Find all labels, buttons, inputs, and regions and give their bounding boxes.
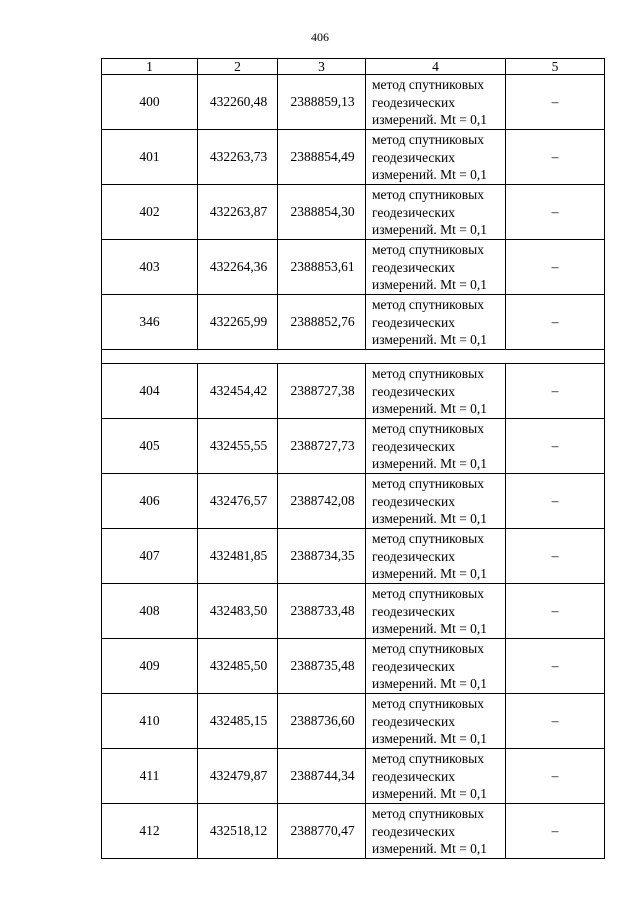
point-number-cell: 410 (102, 694, 198, 749)
column-header-1: 1 (102, 59, 198, 75)
table-row (102, 584, 605, 639)
note-cell: – (506, 295, 605, 350)
note-cell: – (506, 364, 605, 419)
table-row (102, 185, 605, 240)
point-number-cell: 404 (102, 364, 198, 419)
x-coordinate-cell: 432455,55 (198, 419, 278, 474)
table-row (102, 419, 605, 474)
point-number-cell: 402 (102, 185, 198, 240)
table-row (102, 75, 605, 130)
table-row (102, 295, 605, 350)
y-coordinate-cell: 2388744,34 (278, 749, 366, 804)
page-number: 406 (311, 30, 329, 44)
table-row (102, 694, 605, 749)
point-number-cell: 405 (102, 419, 198, 474)
note-cell: – (506, 419, 605, 474)
point-number-cell: 408 (102, 584, 198, 639)
method-cell: метод спутниковых геодезических измерений. Mt = 0,1 (366, 639, 506, 694)
point-number-cell: 406 (102, 474, 198, 529)
group-separator-row (102, 350, 605, 364)
method-cell: метод спутниковых геодезических измерений. Mt = 0,1 (366, 529, 506, 584)
x-coordinate-cell: 432479,87 (198, 749, 278, 804)
x-coordinate-cell: 432481,85 (198, 529, 278, 584)
y-coordinate-cell: 2388735,48 (278, 639, 366, 694)
table-row (102, 130, 605, 185)
method-cell: метод спутниковых геодезических измерений. Mt = 0,1 (366, 130, 506, 185)
note-cell: – (506, 694, 605, 749)
method-cell: метод спутниковых геодезических измерений. Mt = 0,1 (366, 694, 506, 749)
y-coordinate-cell: 2388854,30 (278, 185, 366, 240)
table-row (102, 474, 605, 529)
x-coordinate-cell: 432454,42 (198, 364, 278, 419)
method-cell: метод спутниковых геодезических измерений. Mt = 0,1 (366, 295, 506, 350)
note-cell: – (506, 474, 605, 529)
x-coordinate-cell: 432264,36 (198, 240, 278, 295)
x-coordinate-cell: 432518,12 (198, 804, 278, 859)
table-row (102, 529, 605, 584)
note-cell: – (506, 75, 605, 130)
note-cell: – (506, 749, 605, 804)
x-coordinate-cell: 432485,15 (198, 694, 278, 749)
group-separator-cell (102, 350, 605, 364)
point-number-cell: 412 (102, 804, 198, 859)
y-coordinate-cell: 2388854,49 (278, 130, 366, 185)
method-cell: метод спутниковых геодезических измерений. Mt = 0,1 (366, 240, 506, 295)
column-header-2: 2 (198, 59, 278, 75)
table-row (102, 240, 605, 295)
note-cell: – (506, 185, 605, 240)
table-row (102, 639, 605, 694)
table-header-row (102, 59, 605, 75)
point-number-cell: 403 (102, 240, 198, 295)
note-cell: – (506, 804, 605, 859)
point-number-cell: 401 (102, 130, 198, 185)
point-number-cell: 409 (102, 639, 198, 694)
note-cell: – (506, 639, 605, 694)
y-coordinate-cell: 2388852,76 (278, 295, 366, 350)
y-coordinate-cell: 2388859,13 (278, 75, 366, 130)
method-cell: метод спутниковых геодезических измерений. Mt = 0,1 (366, 364, 506, 419)
x-coordinate-cell: 432483,50 (198, 584, 278, 639)
x-coordinate-cell: 432263,87 (198, 185, 278, 240)
coordinates-table (101, 58, 605, 859)
method-cell: метод спутниковых геодезических измерений. Mt = 0,1 (366, 419, 506, 474)
y-coordinate-cell: 2388727,38 (278, 364, 366, 419)
note-cell: – (506, 529, 605, 584)
method-cell: метод спутниковых геодезических измерений. Mt = 0,1 (366, 75, 506, 130)
x-coordinate-cell: 432265,99 (198, 295, 278, 350)
method-cell: метод спутниковых геодезических измерений. Mt = 0,1 (366, 804, 506, 859)
y-coordinate-cell: 2388853,61 (278, 240, 366, 295)
x-coordinate-cell: 432476,57 (198, 474, 278, 529)
y-coordinate-cell: 2388736,60 (278, 694, 366, 749)
method-cell: метод спутниковых геодезических измерений. Mt = 0,1 (366, 474, 506, 529)
point-number-cell: 346 (102, 295, 198, 350)
note-cell: – (506, 584, 605, 639)
x-coordinate-cell: 432260,48 (198, 75, 278, 130)
point-number-cell: 400 (102, 75, 198, 130)
table-row (102, 804, 605, 859)
table-body (102, 75, 605, 859)
table-row (102, 364, 605, 419)
method-cell: метод спутниковых геодезических измерений. Mt = 0,1 (366, 185, 506, 240)
point-number-cell: 407 (102, 529, 198, 584)
x-coordinate-cell: 432485,50 (198, 639, 278, 694)
column-header-4: 4 (366, 59, 506, 75)
table-row (102, 749, 605, 804)
y-coordinate-cell: 2388742,08 (278, 474, 366, 529)
column-header-5: 5 (506, 59, 605, 75)
y-coordinate-cell: 2388770,47 (278, 804, 366, 859)
y-coordinate-cell: 2388733,48 (278, 584, 366, 639)
y-coordinate-cell: 2388734,35 (278, 529, 366, 584)
method-cell: метод спутниковых геодезических измерений. Mt = 0,1 (366, 749, 506, 804)
y-coordinate-cell: 2388727,73 (278, 419, 366, 474)
point-number-cell: 411 (102, 749, 198, 804)
column-header-3: 3 (278, 59, 366, 75)
method-cell: метод спутниковых геодезических измерений. Mt = 0,1 (366, 584, 506, 639)
note-cell: – (506, 130, 605, 185)
note-cell: – (506, 240, 605, 295)
x-coordinate-cell: 432263,73 (198, 130, 278, 185)
